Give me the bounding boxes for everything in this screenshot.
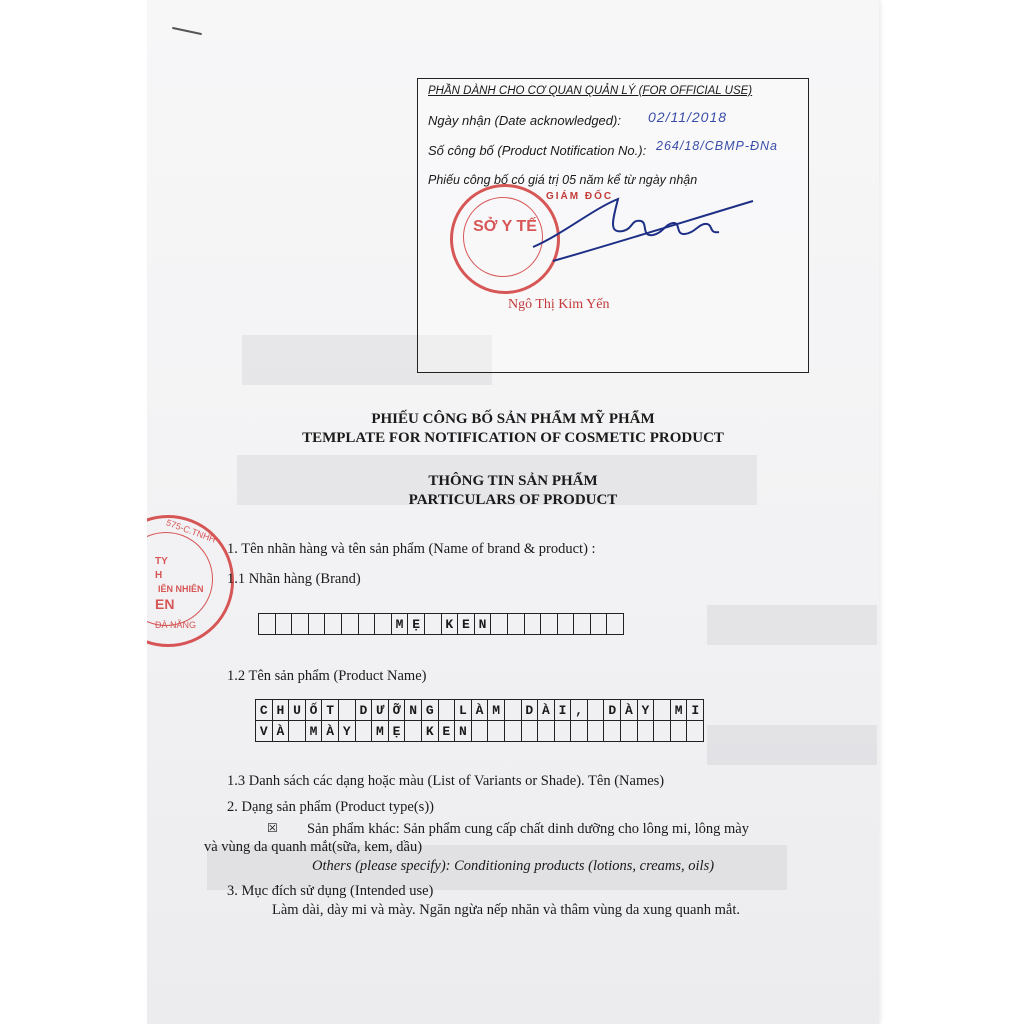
seal-text: EN bbox=[155, 596, 175, 612]
grid-cell: À bbox=[273, 721, 290, 742]
grid-cell: À bbox=[538, 700, 555, 721]
item-1-3: 1.3 Danh sách các dạng hoặc màu (List of Variants or Shade). Tên (Names) bbox=[227, 773, 665, 789]
grid-cell: À bbox=[472, 700, 489, 721]
grid-cell bbox=[525, 614, 542, 635]
grid-cell bbox=[488, 721, 505, 742]
grid-cell bbox=[405, 721, 422, 742]
grid-cell bbox=[359, 614, 376, 635]
grid-cell: M bbox=[488, 700, 505, 721]
seal-center-text: SỞ Y TẾ bbox=[473, 218, 537, 235]
grid-cell bbox=[276, 614, 293, 635]
grid-cell bbox=[538, 721, 555, 742]
seal-text: H bbox=[155, 570, 163, 581]
grid-cell: C bbox=[256, 700, 273, 721]
grid-cell: D bbox=[522, 700, 539, 721]
grid-cell bbox=[687, 721, 704, 742]
item-1: 1. Tên nhãn hàng và tên sản phẩm (Name of brand & product) : bbox=[227, 541, 596, 557]
validity-note: Phiếu công bố có giá trị 05 năm kể từ ngày nhận bbox=[428, 173, 698, 187]
grid-cell: M bbox=[671, 700, 688, 721]
subtitle-en: PARTICULARS OF PRODUCT bbox=[408, 492, 618, 508]
staple-mark bbox=[172, 27, 202, 35]
grid-cell: N bbox=[455, 721, 472, 742]
grid-cell bbox=[472, 721, 489, 742]
bleed-through bbox=[707, 725, 877, 765]
title-vi: PHIẾU CÔNG BỐ SẢN PHẨM MỸ PHẨM bbox=[371, 411, 655, 427]
grid-cell bbox=[571, 721, 588, 742]
bleed-through bbox=[707, 605, 877, 645]
director-title: GIÁM ĐỐC bbox=[546, 191, 614, 202]
brand-grid bbox=[258, 613, 624, 635]
grid-cell bbox=[541, 614, 558, 635]
grid-cell: H bbox=[273, 700, 290, 721]
product-name-grid-row-1 bbox=[255, 699, 704, 721]
title-en: TEMPLATE FOR NOTIFICATION OF COSMETIC PRODUCT bbox=[302, 430, 724, 446]
grid-cell bbox=[621, 721, 638, 742]
date-label: Ngày nhận (Date acknowledged): bbox=[428, 113, 621, 128]
grid-cell bbox=[375, 614, 392, 635]
grid-cell bbox=[491, 614, 508, 635]
grid-cell bbox=[574, 614, 591, 635]
number-label: Số công bố (Product Notification No.): bbox=[428, 143, 647, 158]
grid-cell bbox=[339, 700, 356, 721]
signer-name: Ngô Thị Kim Yến bbox=[508, 297, 610, 312]
grid-cell: Ẹ bbox=[408, 614, 425, 635]
grid-cell: M bbox=[392, 614, 409, 635]
grid-cell: L bbox=[455, 700, 472, 721]
grid-cell: V bbox=[256, 721, 273, 742]
grid-cell: À bbox=[322, 721, 339, 742]
grid-cell: Ư bbox=[372, 700, 389, 721]
grid-cell bbox=[555, 721, 572, 742]
grid-cell: Ẹ bbox=[389, 721, 406, 742]
official-heading: PHẦN DÀNH CHO CƠ QUAN QUẢN LÝ (FOR OFFICIAL USE) bbox=[428, 85, 753, 97]
grid-cell: D bbox=[604, 700, 621, 721]
grid-cell bbox=[591, 614, 608, 635]
grid-cell bbox=[439, 700, 456, 721]
grid-cell: U bbox=[289, 700, 306, 721]
number-value: 264/18/CBMP-ĐNa bbox=[656, 139, 778, 153]
seal-text: ĐÀ NẴNG bbox=[155, 620, 197, 630]
grid-cell bbox=[607, 614, 624, 635]
grid-cell bbox=[259, 614, 276, 635]
grid-cell: , bbox=[571, 700, 588, 721]
grid-cell: Ỡ bbox=[389, 700, 406, 721]
date-value: 02/11/2018 bbox=[648, 109, 728, 125]
subtitle-vi: THÔNG TIN SẢN PHẨM bbox=[428, 473, 598, 489]
company-seal-icon bbox=[147, 515, 234, 647]
grid-cell bbox=[522, 721, 539, 742]
item-2-text-2: và vùng da quanh mắt(sữa, kem, dầu) bbox=[204, 839, 423, 855]
grid-cell: T bbox=[322, 700, 339, 721]
grid-cell bbox=[588, 700, 605, 721]
grid-cell: E bbox=[458, 614, 475, 635]
item-1-1: 1.1 Nhãn hàng (Brand) bbox=[227, 571, 361, 587]
grid-cell: E bbox=[439, 721, 456, 742]
grid-cell: M bbox=[306, 721, 323, 742]
grid-cell: M bbox=[372, 721, 389, 742]
item-2: 2. Dạng sản phẩm (Product type(s)) bbox=[227, 799, 434, 815]
grid-cell bbox=[342, 614, 359, 635]
seal-text: IÊN NHIÊN bbox=[158, 584, 204, 594]
grid-cell: D bbox=[356, 700, 373, 721]
grid-cell: K bbox=[422, 721, 439, 742]
item-1-2: 1.2 Tên sản phẩm (Product Name) bbox=[227, 668, 427, 684]
grid-cell bbox=[671, 721, 688, 742]
grid-cell bbox=[588, 721, 605, 742]
grid-cell bbox=[289, 721, 306, 742]
grid-cell bbox=[654, 721, 671, 742]
grid-cell: Ố bbox=[306, 700, 323, 721]
grid-cell bbox=[638, 721, 655, 742]
grid-cell: I bbox=[687, 700, 704, 721]
grid-cell: K bbox=[442, 614, 459, 635]
item-3: 3. Mục đích sử dụng (Intended use) bbox=[227, 883, 434, 899]
official-use-box bbox=[417, 78, 809, 373]
grid-cell bbox=[508, 614, 525, 635]
grid-cell: Y bbox=[638, 700, 655, 721]
grid-cell bbox=[558, 614, 575, 635]
signature-icon bbox=[523, 189, 763, 269]
grid-cell: N bbox=[405, 700, 422, 721]
grid-cell bbox=[505, 700, 522, 721]
grid-cell: G bbox=[422, 700, 439, 721]
seal-text: 575-C.TNHH bbox=[164, 517, 218, 545]
grid-cell bbox=[425, 614, 442, 635]
grid-cell bbox=[505, 721, 522, 742]
grid-cell: Y bbox=[339, 721, 356, 742]
grid-cell bbox=[356, 721, 373, 742]
item-2-text-3: Others (please specify): Conditioning products (lotions, creams, oils) bbox=[312, 858, 715, 874]
product-name-grid-row-2 bbox=[255, 721, 704, 742]
item-3-text: Làm dài, dày mi và mày. Ngăn ngừa nếp nhăn và thâm vùng da xung quanh mắt. bbox=[272, 902, 740, 918]
item-2-text-1: Sản phẩm khác: Sản phẩm cung cấp chất dinh dưỡng cho lông mi, lông mày bbox=[307, 821, 749, 837]
checked-box-icon: ☒ bbox=[267, 821, 278, 835]
grid-cell: À bbox=[621, 700, 638, 721]
grid-cell bbox=[325, 614, 342, 635]
grid-cell: I bbox=[555, 700, 572, 721]
grid-cell bbox=[654, 700, 671, 721]
grid-cell bbox=[292, 614, 309, 635]
document-page bbox=[147, 0, 879, 1024]
seal-text: TY bbox=[155, 556, 168, 567]
grid-cell bbox=[604, 721, 621, 742]
grid-cell bbox=[309, 614, 326, 635]
grid-cell: N bbox=[475, 614, 492, 635]
